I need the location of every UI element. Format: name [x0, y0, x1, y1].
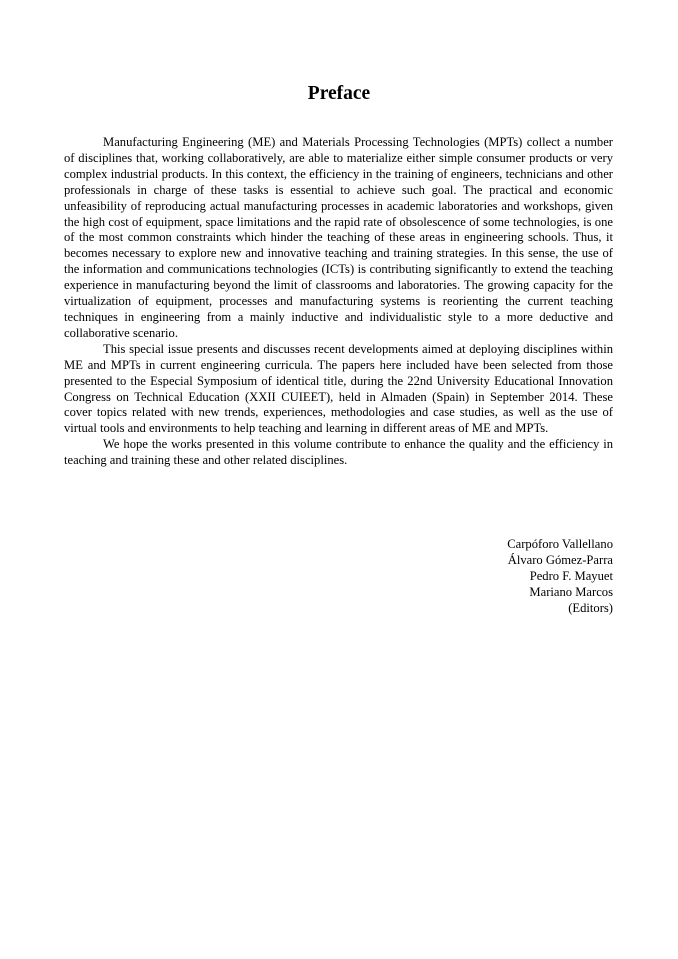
paragraph-1: Manufacturing Engineering (ME) and Materials Processing Technologies (MPTs) collect a number of disciplines that, working collaboratively, are able to materialize either simple consumer products or very complex industrial products. In this context, the efficiency in the training of engineers, technicians and other professionals in charge of these tasks is essential to achieve such goal. The practical and economic unfeasibility of reproducing actual manufacturing processes in academic laboratories and workshops, given the high cost of equipment, space limitations and the rapid rate of obsolescence of some technologies, is one of the most common constraints which hinder the teaching of these areas in engineering schools. Thus, it becomes necessary to explore new and innovative teaching and training strategies. In this sense, the use of the information and communications technologies (ICTs) is contributing significantly to extend the teaching experience in manufacturing beyond the limit of classrooms and laboratories. The growing capacity for the virtualization of equipment, processes and manufacturing systems is reorienting the current teaching techniques in engineering from a mainly inductive and individualistic style to a more deductive and collaborative scenario. — [64, 135, 613, 340]
preface-body — [64, 135, 613, 469]
editor-name: Pedro F. Mayuet — [529, 568, 613, 583]
page-title: Preface — [307, 83, 371, 104]
editor-name: Mariano Marcos — [529, 584, 613, 599]
paragraph-2: This special issue presents and discusses recent developments aimed at deploying disciplines within ME and MPTs in current engineering curricula. The papers here included have been selected from those presented to the Especial Symposium of identical title, during the 22nd University Educational Innovation Congress on Technical Education (XXII CUIEET), held in Almaden (Spain) in September 2014. These cover topics related with new trends, experiences, methodologies and case studies, as well as the use of virtual tools and environments to help teaching and learning in different areas of ME and MPTs. — [64, 341, 613, 436]
editor-name: Álvaro Gómez-Parra — [507, 552, 613, 567]
paragraph-3: We hope the works presented in this volume contribute to enhance the quality and the efficiency in teaching and training these and other related disciplines. — [64, 437, 613, 468]
editors-label: (Editors) — [568, 600, 613, 615]
editor-name: Carpóforo Vallellano — [507, 537, 613, 551]
editor-signatures — [360, 537, 613, 617]
